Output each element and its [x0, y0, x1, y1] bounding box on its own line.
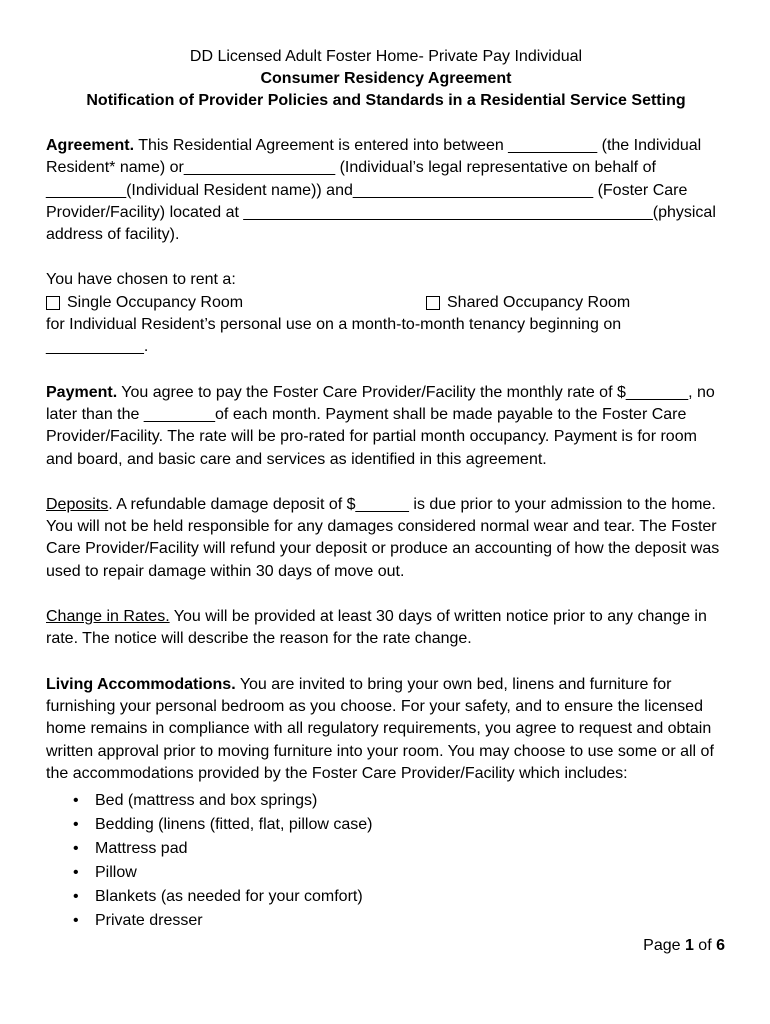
single-occupancy-option[interactable]	[46, 292, 426, 314]
list-item: • Pillow	[73, 861, 726, 885]
deposits-heading: Deposits	[46, 495, 109, 513]
rent-section	[46, 269, 726, 358]
list-item: • Mattress pad	[73, 837, 726, 861]
rates-text: You will be provided at least 30 days of written notice prior to any change in rate. The notice will describe the reason for the rate change.	[46, 608, 707, 648]
title-block	[46, 46, 726, 112]
list-item: • Blankets (as needed for your comfort)	[73, 885, 726, 909]
accommodations-list	[46, 789, 726, 933]
document-page	[46, 46, 726, 933]
deposits-section	[46, 494, 726, 583]
rates-section	[46, 606, 726, 651]
living-section	[46, 674, 726, 785]
shared-occupancy-checkbox[interactable]	[426, 296, 440, 310]
agreement-heading: Agreement.	[46, 137, 135, 154]
living-heading: Living Accommodations.	[46, 675, 236, 693]
page-label: Page	[643, 937, 685, 954]
payment-text: You agree to pay the Foster Care Provider/Facility the monthly rate of $_______, no later than the ________of each month. Payment shall be made payable to the Foster Care Provider/Facility. The rate will be pro-rated for partial month occupancy. Payment is for room and board, and basic care and services as identified in this agreement.	[46, 383, 715, 468]
room-choice-row	[46, 292, 726, 314]
living-text: You are invited to bring your own bed, linens and furniture for furnishing your personal bedroom as you choose. For your safety, and to ensure the licensed home remains in compliance with all regulatory requirements, you agree to request and obtain written approval prior to moving furniture into your room. You may choose to use some or all of the accommodations provided by the Foster Care Provider/Facility which includes:	[46, 675, 714, 782]
document-title-line1: DD Licensed Adult Foster Home- Private Pay Individual	[189, 48, 583, 65]
payment-section	[46, 382, 726, 471]
single-occupancy-checkbox[interactable]	[46, 296, 60, 310]
page-of-label: of	[693, 937, 717, 954]
payment-heading: Payment.	[46, 383, 118, 401]
document-title-line3: Notification of Provider Policies and Standards in a Residential Service Setting	[86, 92, 686, 109]
page-number	[643, 937, 725, 955]
page-current: 1	[684, 937, 694, 954]
rent-tail: for Individual Resident’s personal use on a month-to-month tenancy beginning on ___________.	[46, 316, 622, 356]
agreement-text: This Residential Agreement is entered into between __________ (the Individual Resident* name) or_________________ (Individual’s legal representative on behalf of _________(Individual Resident name)) and___________________________ (Foster Care Provider/Facility) located at ______________________________________________(physical address of facility).	[46, 137, 716, 244]
rates-heading: Change in Rates.	[46, 608, 170, 626]
agreement-section	[46, 135, 726, 246]
rent-intro: You have chosen to rent a:	[46, 271, 236, 289]
list-item: • Bedding (linens (fitted, flat, pillow case)	[73, 813, 726, 837]
single-occupancy-label: Single Occupancy Room	[67, 293, 244, 311]
list-item: • Bed (mattress and box springs)	[73, 789, 726, 813]
deposits-text: . A refundable damage deposit of $______ is due prior to your admission to the home. You will not be held responsible for any damages considered normal wear and tear. The Foster Care Provider/Facility will refund your deposit or produce an accounting of how the deposit was used to repair damage within 30 days of move out.	[46, 495, 720, 580]
list-item: • Private dresser	[73, 909, 726, 933]
shared-occupancy-label: Shared Occupancy Room	[447, 293, 631, 311]
document-title-line2: Consumer Residency Agreement	[260, 70, 512, 87]
page-total: 6	[716, 937, 725, 954]
shared-occupancy-option[interactable]	[426, 292, 630, 314]
